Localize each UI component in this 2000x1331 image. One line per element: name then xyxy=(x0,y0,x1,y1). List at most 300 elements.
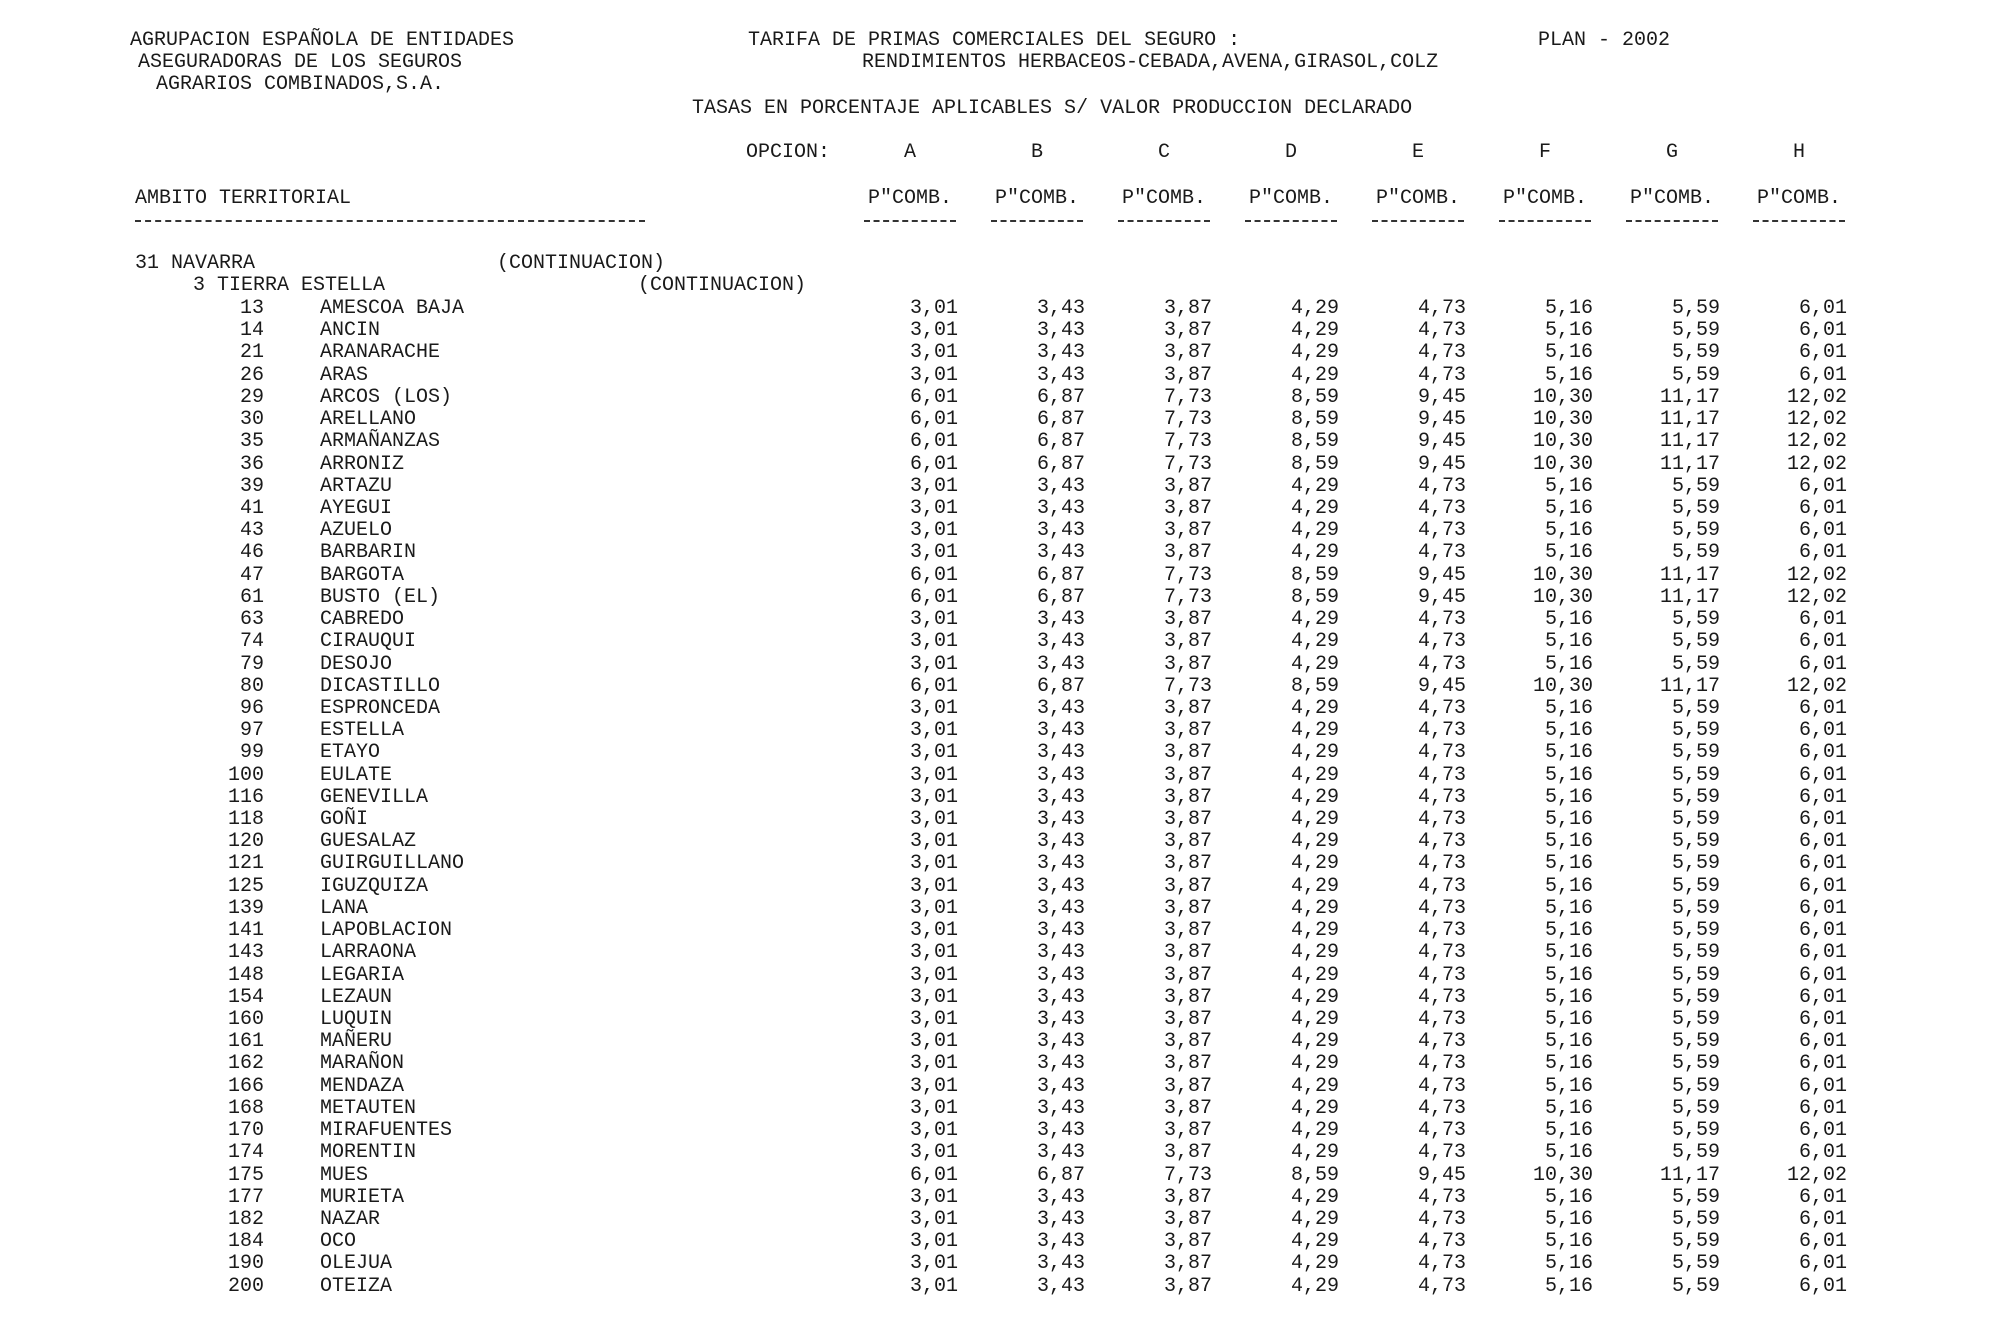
municipality-name: LEGARIA xyxy=(320,963,405,987)
municipality-name: METAUTEN xyxy=(320,1096,417,1120)
municipality-name: LAPOBLACION xyxy=(320,919,453,943)
rate-value-b: 3,43 xyxy=(1036,919,1085,943)
rate-value-a: 3,01 xyxy=(909,474,958,498)
table-row xyxy=(0,1231,2000,1253)
rate-value-e: 4,73 xyxy=(1417,1141,1466,1165)
rate-value-b: 3,43 xyxy=(1036,874,1085,898)
rate-value-h: 6,01 xyxy=(1798,341,1847,365)
rate-value-d: 8,59 xyxy=(1290,430,1339,454)
rate-value-g: 5,59 xyxy=(1671,1185,1720,1209)
rate-value-b: 3,43 xyxy=(1036,896,1085,920)
option-b: B xyxy=(1030,141,1043,164)
rate-value-h: 6,01 xyxy=(1798,1096,1847,1120)
rate-value-g: 5,59 xyxy=(1671,608,1720,632)
rate-value-f: 5,16 xyxy=(1544,496,1593,520)
table-row xyxy=(0,498,2000,520)
rate-value-e: 4,73 xyxy=(1417,808,1466,832)
rate-value-d: 4,29 xyxy=(1290,519,1339,543)
col-header-e: P"COMB. xyxy=(1375,187,1460,210)
table-row xyxy=(0,676,2000,698)
rule-h xyxy=(1753,220,1845,222)
rate-value-d: 4,29 xyxy=(1290,630,1339,654)
rate-value-c: 3,87 xyxy=(1163,963,1212,987)
rate-value-h: 12,02 xyxy=(1786,1163,1847,1187)
rate-value-e: 4,73 xyxy=(1417,341,1466,365)
rule-a xyxy=(864,220,956,222)
municipality-code: 100 xyxy=(227,763,264,787)
rate-value-c: 3,87 xyxy=(1163,1185,1212,1209)
rate-value-d: 4,29 xyxy=(1290,1052,1339,1076)
municipality-name: MARAÑON xyxy=(320,1052,405,1076)
rate-value-f: 5,16 xyxy=(1544,1230,1593,1254)
org-line-2: ASEGURADORAS DE LOS SEGUROS xyxy=(137,51,463,74)
rate-value-h: 6,01 xyxy=(1798,874,1847,898)
rate-value-h: 6,01 xyxy=(1798,919,1847,943)
municipality-name: AYEGUI xyxy=(320,496,393,520)
municipality-code: 148 xyxy=(227,963,264,987)
municipality-name: AMESCOA BAJA xyxy=(320,297,465,320)
rate-value-e: 9,45 xyxy=(1417,430,1466,454)
rate-value-e: 4,73 xyxy=(1417,1274,1466,1298)
municipality-code: 184 xyxy=(227,1230,264,1254)
rate-value-a: 3,01 xyxy=(909,297,958,320)
rate-value-f: 5,16 xyxy=(1544,1074,1593,1098)
rate-value-a: 3,01 xyxy=(909,1052,958,1076)
rate-value-h: 6,01 xyxy=(1798,1207,1847,1231)
municipality-name: NAZAR xyxy=(320,1207,381,1231)
org-line-1: AGRUPACION ESPAÑOLA DE ENTIDADES xyxy=(130,29,515,52)
rate-value-d: 4,29 xyxy=(1290,741,1339,765)
rate-value-g: 5,59 xyxy=(1671,1119,1720,1143)
rate-value-c: 3,87 xyxy=(1163,1074,1212,1098)
municipality-name: MUES xyxy=(320,1163,369,1187)
rate-value-e: 4,73 xyxy=(1417,630,1466,654)
province-continuation: (CONTINUACION) xyxy=(497,252,666,275)
rate-value-c: 3,87 xyxy=(1163,896,1212,920)
table-row xyxy=(0,409,2000,431)
municipality-code: 13 xyxy=(239,297,264,320)
rate-value-f: 10,30 xyxy=(1532,408,1593,432)
rate-value-g: 5,59 xyxy=(1671,652,1720,676)
rate-value-e: 4,73 xyxy=(1417,963,1466,987)
rate-value-h: 12,02 xyxy=(1786,452,1847,476)
municipality-code: 47 xyxy=(239,563,264,587)
rate-value-d: 4,29 xyxy=(1290,341,1339,365)
document-subtitle: RENDIMIENTOS HERBACEOS-CEBADA,AVENA,GIRASOL,COLZ xyxy=(862,51,1439,74)
rate-value-e: 4,73 xyxy=(1417,297,1466,320)
rate-value-f: 5,16 xyxy=(1544,874,1593,898)
rule-e xyxy=(1372,220,1464,222)
rate-value-e: 9,45 xyxy=(1417,385,1466,409)
col-header-h: P"COMB. xyxy=(1756,187,1841,210)
municipality-code: 160 xyxy=(227,1008,264,1031)
rates-table-body xyxy=(0,298,2000,1298)
rate-value-d: 8,59 xyxy=(1290,385,1339,409)
table-row xyxy=(0,898,2000,920)
rate-value-c: 7,73 xyxy=(1163,408,1212,432)
table-row xyxy=(0,476,2000,498)
municipality-code: 161 xyxy=(227,1030,264,1054)
rate-value-f: 5,16 xyxy=(1544,1030,1593,1054)
rate-value-f: 5,16 xyxy=(1544,541,1593,565)
rate-value-a: 3,01 xyxy=(909,1074,958,1098)
rate-value-h: 6,01 xyxy=(1798,896,1847,920)
rate-value-c: 7,73 xyxy=(1163,585,1212,609)
rate-value-h: 6,01 xyxy=(1798,1274,1847,1298)
ambito-rule xyxy=(135,220,645,222)
rate-value-d: 4,29 xyxy=(1290,1252,1339,1276)
rate-value-h: 6,01 xyxy=(1798,1230,1847,1254)
rate-value-h: 6,01 xyxy=(1798,941,1847,965)
municipality-code: 154 xyxy=(227,985,264,1009)
rate-value-f: 5,16 xyxy=(1544,941,1593,965)
municipality-name: BARBARIN xyxy=(320,541,417,565)
municipality-code: 190 xyxy=(227,1252,264,1276)
table-row xyxy=(0,831,2000,853)
rate-value-h: 6,01 xyxy=(1798,830,1847,854)
rate-value-h: 12,02 xyxy=(1786,674,1847,698)
rate-value-h: 6,01 xyxy=(1798,541,1847,565)
rate-value-g: 5,59 xyxy=(1671,519,1720,543)
rate-value-g: 5,59 xyxy=(1671,874,1720,898)
table-row xyxy=(0,1276,2000,1298)
rate-value-b: 3,43 xyxy=(1036,496,1085,520)
rate-value-h: 12,02 xyxy=(1786,385,1847,409)
rate-value-d: 4,29 xyxy=(1290,808,1339,832)
rate-value-a: 3,01 xyxy=(909,1185,958,1209)
municipality-code: 139 xyxy=(227,896,264,920)
rate-value-c: 3,87 xyxy=(1163,919,1212,943)
rate-value-g: 11,17 xyxy=(1659,1163,1720,1187)
rate-value-a: 3,01 xyxy=(909,963,958,987)
rate-value-c: 3,87 xyxy=(1163,1052,1212,1076)
rate-value-c: 7,73 xyxy=(1163,563,1212,587)
rate-value-f: 5,16 xyxy=(1544,985,1593,1009)
rate-value-b: 6,87 xyxy=(1036,674,1085,698)
document-title: TARIFA DE PRIMAS COMERCIALES DEL SEGURO : xyxy=(748,29,1241,52)
rate-value-c: 7,73 xyxy=(1163,385,1212,409)
rate-value-d: 4,29 xyxy=(1290,963,1339,987)
rate-value-a: 3,01 xyxy=(909,830,958,854)
rate-value-d: 8,59 xyxy=(1290,563,1339,587)
rate-value-a: 3,01 xyxy=(909,919,958,943)
rate-value-d: 4,29 xyxy=(1290,297,1339,320)
rate-value-f: 5,16 xyxy=(1544,696,1593,720)
municipality-name: ARANARACHE xyxy=(320,341,441,365)
rate-value-h: 12,02 xyxy=(1786,408,1847,432)
rate-value-c: 3,87 xyxy=(1163,541,1212,565)
rate-value-a: 3,01 xyxy=(909,985,958,1009)
province-heading: 31 NAVARRA xyxy=(135,252,256,275)
rate-value-a: 3,01 xyxy=(909,1119,958,1143)
rate-value-g: 5,59 xyxy=(1671,1096,1720,1120)
rate-value-c: 3,87 xyxy=(1163,785,1212,809)
rate-value-a: 3,01 xyxy=(909,341,958,365)
rate-value-g: 5,59 xyxy=(1671,341,1720,365)
rate-value-e: 9,45 xyxy=(1417,1163,1466,1187)
rate-value-e: 4,73 xyxy=(1417,874,1466,898)
rate-value-e: 9,45 xyxy=(1417,408,1466,432)
rate-value-c: 3,87 xyxy=(1163,1096,1212,1120)
rate-value-d: 8,59 xyxy=(1290,585,1339,609)
rate-value-c: 3,87 xyxy=(1163,1274,1212,1298)
table-row xyxy=(0,1120,2000,1142)
rate-value-c: 3,87 xyxy=(1163,763,1212,787)
rate-value-f: 5,16 xyxy=(1544,896,1593,920)
option-e: E xyxy=(1411,141,1424,164)
option-a: A xyxy=(903,141,916,164)
table-row xyxy=(0,609,2000,631)
rate-value-e: 9,45 xyxy=(1417,452,1466,476)
rate-value-d: 4,29 xyxy=(1290,1141,1339,1165)
rate-value-b: 3,43 xyxy=(1036,808,1085,832)
rate-value-g: 5,59 xyxy=(1671,541,1720,565)
table-row xyxy=(0,987,2000,1009)
municipality-name: ESTELLA xyxy=(320,719,405,743)
municipality-code: 30 xyxy=(239,408,264,432)
rate-value-h: 6,01 xyxy=(1798,1030,1847,1054)
rate-value-e: 4,73 xyxy=(1417,496,1466,520)
rate-value-h: 6,01 xyxy=(1798,319,1847,343)
rate-value-e: 9,45 xyxy=(1417,563,1466,587)
rate-value-f: 10,30 xyxy=(1532,585,1593,609)
rate-value-a: 3,01 xyxy=(909,719,958,743)
municipality-code: 46 xyxy=(239,541,264,565)
rate-value-c: 3,87 xyxy=(1163,363,1212,387)
rate-value-g: 5,59 xyxy=(1671,1008,1720,1031)
rate-value-d: 4,29 xyxy=(1290,852,1339,876)
table-row xyxy=(0,631,2000,653)
rule-d xyxy=(1245,220,1337,222)
rate-value-d: 4,29 xyxy=(1290,874,1339,898)
rate-value-f: 10,30 xyxy=(1532,1163,1593,1187)
rate-value-e: 4,73 xyxy=(1417,652,1466,676)
rate-value-g: 5,59 xyxy=(1671,963,1720,987)
rate-value-b: 3,43 xyxy=(1036,474,1085,498)
rate-value-e: 4,73 xyxy=(1417,363,1466,387)
rate-value-h: 6,01 xyxy=(1798,652,1847,676)
table-row xyxy=(0,1253,2000,1275)
rate-value-b: 3,43 xyxy=(1036,985,1085,1009)
table-row xyxy=(0,654,2000,676)
rate-value-g: 5,59 xyxy=(1671,1230,1720,1254)
rate-value-f: 5,16 xyxy=(1544,785,1593,809)
rate-value-d: 4,29 xyxy=(1290,496,1339,520)
table-row xyxy=(0,1076,2000,1098)
rate-value-f: 5,16 xyxy=(1544,519,1593,543)
rate-value-h: 6,01 xyxy=(1798,519,1847,543)
rate-value-b: 6,87 xyxy=(1036,563,1085,587)
municipality-name: BUSTO (EL) xyxy=(320,585,441,609)
rate-value-e: 4,73 xyxy=(1417,1207,1466,1231)
rate-value-a: 6,01 xyxy=(909,563,958,587)
rate-value-g: 11,17 xyxy=(1659,385,1720,409)
option-f: F xyxy=(1538,141,1551,164)
rate-value-f: 5,16 xyxy=(1544,852,1593,876)
rate-value-d: 4,29 xyxy=(1290,785,1339,809)
municipality-code: 177 xyxy=(227,1185,264,1209)
municipality-name: LANA xyxy=(320,896,369,920)
rate-value-d: 4,29 xyxy=(1290,363,1339,387)
municipality-name: EULATE xyxy=(320,763,393,787)
rate-value-e: 4,73 xyxy=(1417,941,1466,965)
rate-value-b: 3,43 xyxy=(1036,652,1085,676)
rate-value-g: 5,59 xyxy=(1671,1207,1720,1231)
table-row xyxy=(0,1053,2000,1075)
rate-value-e: 4,73 xyxy=(1417,608,1466,632)
municipality-name: MIRAFUENTES xyxy=(320,1119,453,1143)
municipality-name: ARELLANO xyxy=(320,408,417,432)
table-row xyxy=(0,698,2000,720)
rate-value-a: 3,01 xyxy=(909,363,958,387)
rate-value-h: 6,01 xyxy=(1798,963,1847,987)
rate-value-b: 6,87 xyxy=(1036,385,1085,409)
rate-value-a: 3,01 xyxy=(909,1030,958,1054)
rate-value-c: 3,87 xyxy=(1163,319,1212,343)
rate-value-g: 5,59 xyxy=(1671,808,1720,832)
rate-value-g: 11,17 xyxy=(1659,674,1720,698)
rate-value-a: 6,01 xyxy=(909,385,958,409)
table-row xyxy=(0,1209,2000,1231)
option-g: G xyxy=(1665,141,1678,164)
rate-value-h: 6,01 xyxy=(1798,785,1847,809)
rate-value-f: 5,16 xyxy=(1544,341,1593,365)
rate-value-g: 5,59 xyxy=(1671,319,1720,343)
table-row xyxy=(0,1098,2000,1120)
rate-value-b: 6,87 xyxy=(1036,430,1085,454)
rate-value-d: 4,29 xyxy=(1290,1207,1339,1231)
rate-value-g: 5,59 xyxy=(1671,852,1720,876)
municipality-code: 26 xyxy=(239,363,264,387)
rate-value-a: 3,01 xyxy=(909,808,958,832)
rate-value-h: 6,01 xyxy=(1798,763,1847,787)
rate-value-a: 3,01 xyxy=(909,1207,958,1231)
municipality-code: 121 xyxy=(227,852,264,876)
rate-value-f: 5,16 xyxy=(1544,474,1593,498)
rule-g xyxy=(1626,220,1718,222)
rate-value-f: 5,16 xyxy=(1544,1274,1593,1298)
rate-value-e: 4,73 xyxy=(1417,1185,1466,1209)
rate-value-e: 4,73 xyxy=(1417,1252,1466,1276)
rate-value-h: 6,01 xyxy=(1798,719,1847,743)
rate-value-a: 6,01 xyxy=(909,674,958,698)
municipality-code: 175 xyxy=(227,1163,264,1187)
option-c: C xyxy=(1157,141,1170,164)
rate-value-d: 8,59 xyxy=(1290,1163,1339,1187)
table-row xyxy=(0,765,2000,787)
rate-value-c: 7,73 xyxy=(1163,452,1212,476)
rate-value-a: 3,01 xyxy=(909,630,958,654)
municipality-code: 43 xyxy=(239,519,264,543)
rate-value-b: 3,43 xyxy=(1036,852,1085,876)
rate-value-f: 5,16 xyxy=(1544,1008,1593,1031)
rate-value-g: 5,59 xyxy=(1671,719,1720,743)
rate-value-f: 5,16 xyxy=(1544,630,1593,654)
rate-value-h: 6,01 xyxy=(1798,852,1847,876)
rate-value-d: 4,29 xyxy=(1290,1274,1339,1298)
municipality-name: CIRAUQUI xyxy=(320,630,417,654)
rate-value-b: 3,43 xyxy=(1036,297,1085,320)
municipality-code: 35 xyxy=(239,430,264,454)
rate-value-g: 5,59 xyxy=(1671,297,1720,320)
table-row xyxy=(0,720,2000,742)
municipality-name: LARRAONA xyxy=(320,941,417,965)
table-row xyxy=(0,876,2000,898)
rate-value-g: 5,59 xyxy=(1671,896,1720,920)
rate-value-f: 5,16 xyxy=(1544,319,1593,343)
rate-value-h: 6,01 xyxy=(1798,1119,1847,1143)
rate-value-h: 12,02 xyxy=(1786,430,1847,454)
org-line-3: AGRARIOS COMBINADOS,S.A. xyxy=(155,73,445,96)
rate-value-e: 9,45 xyxy=(1417,585,1466,609)
table-row xyxy=(0,1187,2000,1209)
rate-value-a: 3,01 xyxy=(909,1252,958,1276)
table-row xyxy=(0,1142,2000,1164)
municipality-name: GUESALAZ xyxy=(320,830,417,854)
rate-value-g: 5,59 xyxy=(1671,696,1720,720)
table-row xyxy=(0,542,2000,564)
rate-value-f: 10,30 xyxy=(1532,385,1593,409)
municipality-code: 116 xyxy=(227,785,264,809)
rate-value-h: 6,01 xyxy=(1798,696,1847,720)
table-row xyxy=(0,342,2000,364)
rate-value-f: 5,16 xyxy=(1544,830,1593,854)
municipality-name: GUIRGUILLANO xyxy=(320,852,465,876)
rate-value-d: 4,29 xyxy=(1290,474,1339,498)
municipality-name: MAÑERU xyxy=(320,1030,393,1054)
rate-value-e: 4,73 xyxy=(1417,985,1466,1009)
rate-value-d: 4,29 xyxy=(1290,1030,1339,1054)
municipality-code: 166 xyxy=(227,1074,264,1098)
rate-value-b: 3,43 xyxy=(1036,1274,1085,1298)
rate-value-g: 5,59 xyxy=(1671,630,1720,654)
rate-value-g: 5,59 xyxy=(1671,741,1720,765)
rate-value-c: 3,87 xyxy=(1163,1119,1212,1143)
table-row xyxy=(0,742,2000,764)
table-row xyxy=(0,387,2000,409)
municipality-code: 99 xyxy=(239,741,264,765)
comarca-continuation: (CONTINUACION) xyxy=(638,274,807,297)
rate-value-f: 10,30 xyxy=(1532,430,1593,454)
municipality-name: GENEVILLA xyxy=(320,785,429,809)
table-row xyxy=(0,320,2000,342)
municipality-name: BARGOTA xyxy=(320,563,405,587)
rate-value-h: 6,01 xyxy=(1798,496,1847,520)
municipality-code: 174 xyxy=(227,1141,264,1165)
rate-value-h: 6,01 xyxy=(1798,363,1847,387)
rate-value-e: 4,73 xyxy=(1417,896,1466,920)
municipality-code: 79 xyxy=(239,652,264,676)
rate-value-h: 6,01 xyxy=(1798,985,1847,1009)
rate-value-b: 3,43 xyxy=(1036,1119,1085,1143)
table-row xyxy=(0,1031,2000,1053)
municipality-code: 168 xyxy=(227,1096,264,1120)
table-row xyxy=(0,965,2000,987)
rates-note: TASAS EN PORCENTAJE APLICABLES S/ VALOR PRODUCCION DECLARADO xyxy=(692,97,1413,120)
rate-value-e: 4,73 xyxy=(1417,719,1466,743)
rate-value-b: 3,43 xyxy=(1036,696,1085,720)
municipality-name: ARMAÑANZAS xyxy=(320,430,441,454)
rate-value-e: 4,73 xyxy=(1417,763,1466,787)
rate-value-a: 3,01 xyxy=(909,696,958,720)
table-row xyxy=(0,1009,2000,1031)
rate-value-e: 4,73 xyxy=(1417,1074,1466,1098)
rate-value-g: 5,59 xyxy=(1671,785,1720,809)
rate-value-b: 3,43 xyxy=(1036,941,1085,965)
comarca-heading: 3 TIERRA ESTELLA xyxy=(193,274,386,297)
municipality-code: 74 xyxy=(239,630,264,654)
rate-value-c: 3,87 xyxy=(1163,608,1212,632)
